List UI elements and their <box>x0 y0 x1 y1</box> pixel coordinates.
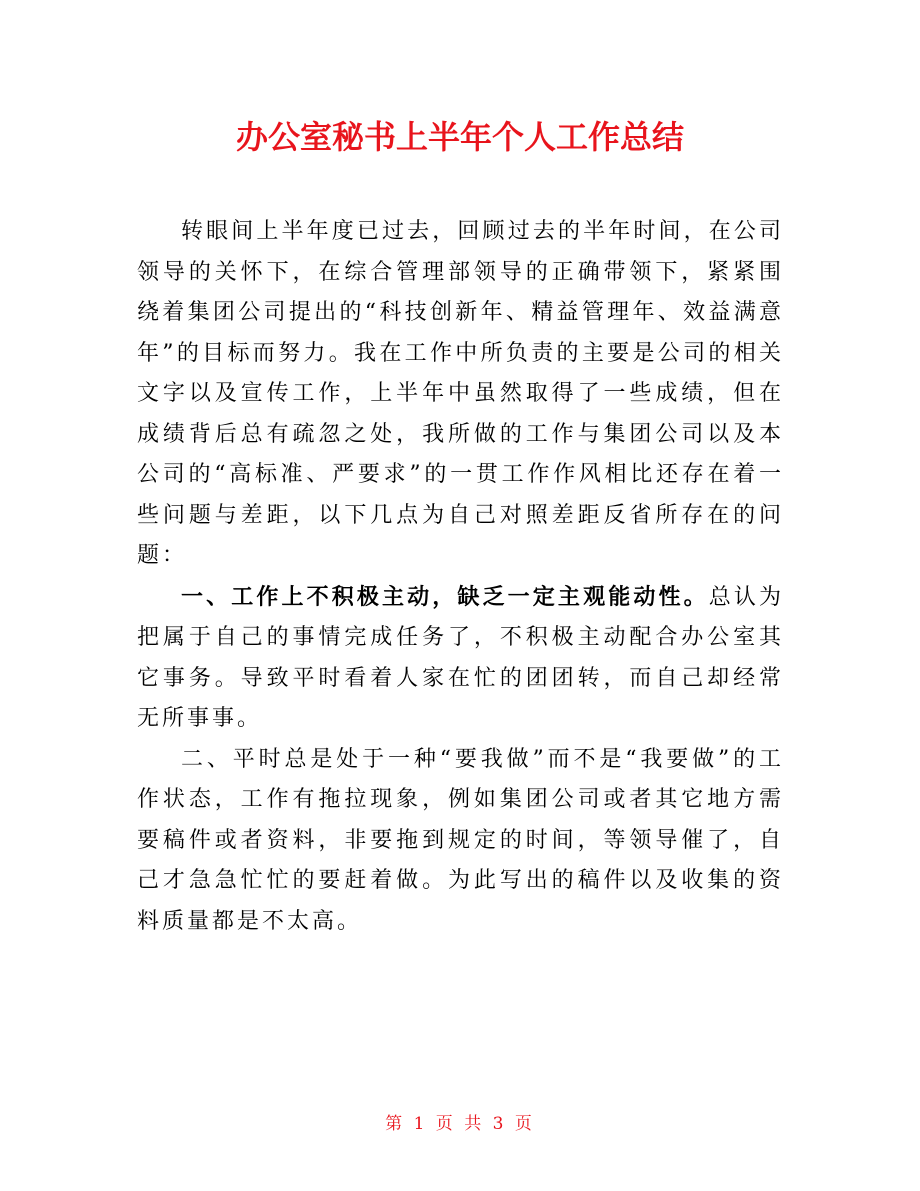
paragraph-point-one <box>137 577 784 740</box>
paragraph-point-one-text: 总认为把属于自己的事情完成任务了，不积极主动配合办公室其它事务。导致平时看着人家在忙的团团转，而自己却经常无所事事。 <box>137 584 784 731</box>
paragraph-point-one-heading: 一、工作上不积极主动，缺乏一定主观能动性。 <box>181 583 709 610</box>
paragraph-intro <box>137 212 784 577</box>
paragraph-point-two <box>137 740 784 943</box>
document-title: 办公室秘书上半年个人工作总结 <box>235 118 684 156</box>
page-number-footer: 第 1 页 共 3 页 <box>385 1114 535 1134</box>
document-body <box>137 212 784 942</box>
paragraph-point-two-text: 二、平时总是处于一种“要我做”而不是“我要做”的工作状态，工作有拖拉现象，例如集团公司或者其它地方需要稿件或者资料，非要拖到规定的时间，等领导催了，自己才急急忙忙的要赶着做。为此写出的稿件以及收集的资料质量都是不太高。 <box>137 746 784 934</box>
paragraph-intro-text: 转眼间上半年度已过去，回顾过去的半年时间，在公司领导的关怀下，在综合管理部领导的正确带领下，紧紧围绕着集团公司提出的“科技创新年、精益管理年、效益满意年”的目标而努力。我在工作中所负责的主要是公司的相关文字以及宣传工作，上半年中虽然取得了一些成绩，但在成绩背后总有疏忽之处，我所做的工作与集团公司以及本公司的“高标准、严要求”的一贯工作作风相比还存在着一些问题与差距，以下几点为自己对照差距反省所存在的问题： <box>137 219 784 568</box>
